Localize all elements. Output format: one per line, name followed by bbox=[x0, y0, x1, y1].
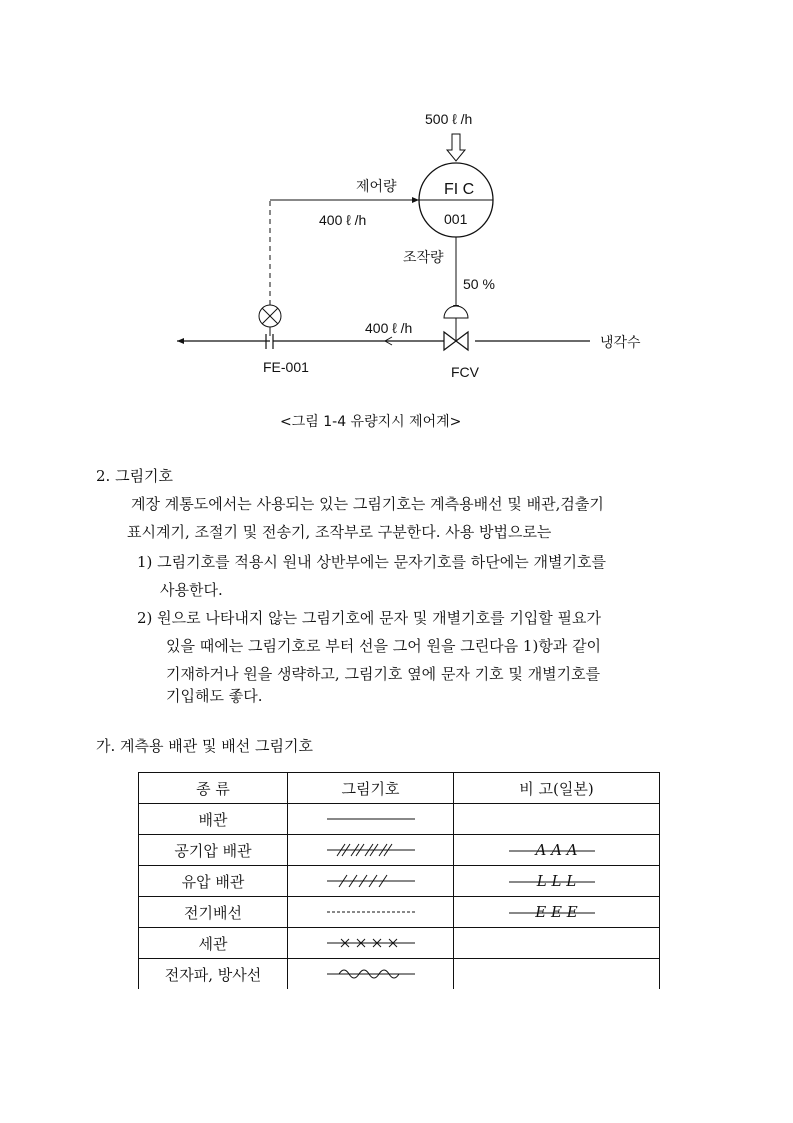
table-header-cell: 비 고(일본) bbox=[454, 773, 660, 804]
measured-flow-label: 400 ℓ /h bbox=[319, 212, 367, 228]
section2-heading: 2. 그림기호 bbox=[96, 467, 174, 485]
setpoint-input-arrow bbox=[447, 134, 465, 161]
hydraulic-pipe-symbol bbox=[323, 873, 419, 889]
type-cell: 유압 배관 bbox=[139, 866, 288, 897]
electromagnetic-wave-symbol bbox=[323, 965, 419, 983]
item2-line2: 있을 때에는 그림기호로 부터 선을 그어 원을 그린다음 1)항과 같이 bbox=[166, 637, 602, 655]
table-row bbox=[139, 804, 660, 835]
valve-tag: FCV bbox=[451, 364, 479, 380]
item1-line1: 1) 그림기호를 적용시 원내 상반부에는 문자기호를 하단에는 개별기호를 bbox=[137, 553, 606, 571]
section2-para-line1: 계장 계통도에서는 사용되는 있는 그림기호는 계측용배선 및 배관,검출기 bbox=[131, 495, 604, 513]
flow-element-tag: FE-001 bbox=[263, 359, 309, 375]
type-cell: 전기배선 bbox=[139, 897, 288, 928]
table-header-cell: 종 류 bbox=[139, 773, 288, 804]
note-cell bbox=[454, 959, 660, 990]
capillary-tube-symbol bbox=[323, 935, 419, 951]
setpoint-flow-label: 500 ℓ /h bbox=[425, 111, 473, 127]
table-header-cell: 그림기호 bbox=[288, 773, 454, 804]
item1-line2: 사용한다. bbox=[160, 581, 223, 599]
controlled-variable-label: 제어량 bbox=[356, 179, 397, 195]
controller-fic-001 bbox=[419, 163, 493, 237]
symbol-cell bbox=[288, 897, 454, 928]
solid-line-symbol bbox=[323, 812, 419, 826]
table-row bbox=[139, 928, 660, 959]
symbol-cell bbox=[288, 835, 454, 866]
section2-para-line2: 표시계기, 조절기 및 전송기, 조작부로 구분한다. 사용 방법으로는 bbox=[127, 523, 552, 541]
note-letters: L L L bbox=[536, 872, 577, 890]
air-pipe-symbol bbox=[323, 842, 419, 858]
subsection-heading: 가. 계측용 배관 및 배선 그림기호 bbox=[96, 737, 313, 755]
table-row bbox=[139, 835, 660, 866]
flow-element-indicator bbox=[259, 305, 281, 349]
symbol-cell bbox=[288, 928, 454, 959]
table-row bbox=[139, 959, 660, 990]
type-cell: 전자파, 방사선 bbox=[139, 959, 288, 990]
figure-caption: <그림 1-4 유량지시 제어계> bbox=[280, 414, 462, 430]
note-cell bbox=[454, 835, 660, 866]
controller-tag-bottom: 001 bbox=[444, 211, 468, 227]
piping-symbol-table bbox=[138, 772, 660, 989]
note-letters: E E E bbox=[535, 903, 578, 921]
flow-control-diagram bbox=[0, 0, 793, 440]
type-cell: 세관 bbox=[139, 928, 288, 959]
type-cell: 공기압 배관 bbox=[139, 835, 288, 866]
symbol-cell bbox=[288, 866, 454, 897]
table-row bbox=[139, 866, 660, 897]
note-letters: A A A bbox=[535, 841, 578, 859]
control-valve-fcv bbox=[444, 306, 468, 350]
line-flow-label: 400 ℓ /h bbox=[365, 320, 413, 336]
symbol-cell bbox=[288, 804, 454, 835]
coolant-label: 냉각수 bbox=[600, 335, 641, 351]
electric-wire-symbol bbox=[323, 905, 419, 919]
table-header-row bbox=[139, 773, 660, 804]
valve-output-label: 50 % bbox=[463, 276, 495, 292]
symbol-cell bbox=[288, 959, 454, 990]
item2-line1: 2) 원으로 나타내지 않는 그림기호에 문자 및 개별기호를 기입할 필요가 bbox=[137, 609, 602, 627]
item2-line3: 기재하거나 원을 생략하고, 그림기호 옆에 문자 기호 및 개별기호를 bbox=[166, 665, 601, 683]
manipulated-variable-label: 조작량 bbox=[403, 250, 444, 266]
table-row bbox=[139, 897, 660, 928]
type-cell: 배관 bbox=[139, 804, 288, 835]
controller-tag-top: FI C bbox=[444, 181, 475, 198]
note-cell bbox=[454, 804, 660, 835]
note-cell bbox=[454, 928, 660, 959]
note-cell bbox=[454, 866, 660, 897]
note-cell bbox=[454, 897, 660, 928]
item2-line4: 기입해도 좋다. bbox=[166, 687, 263, 705]
